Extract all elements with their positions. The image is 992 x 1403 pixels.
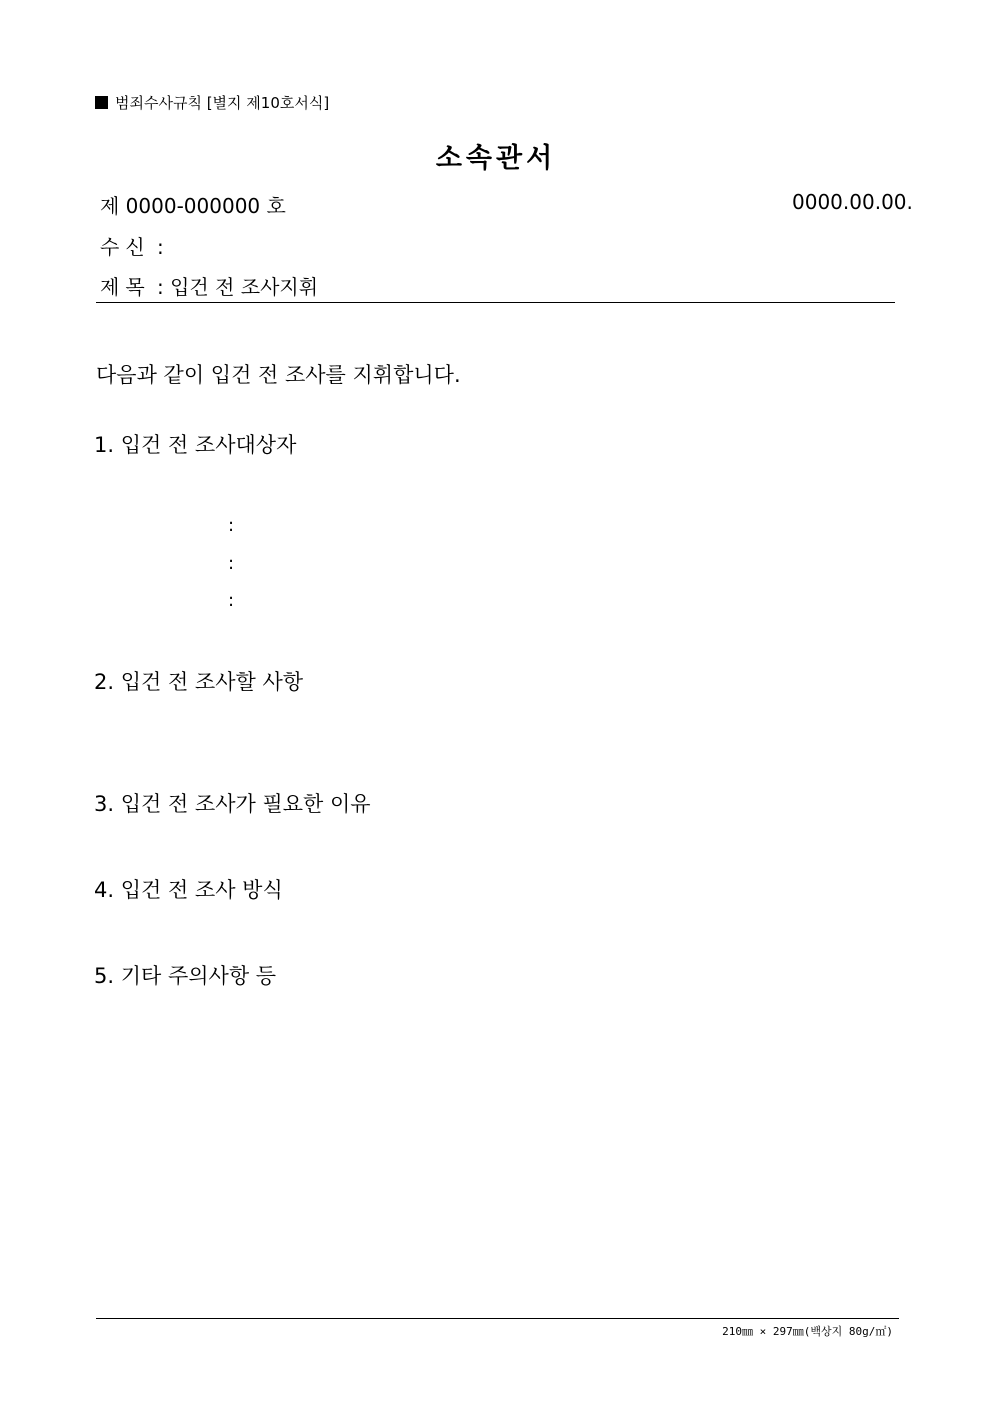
recipient-label: 수신 bbox=[100, 235, 151, 259]
recipient-line bbox=[100, 231, 164, 260]
paper-spec: 210㎜ × 297㎜(백상지 80g/㎡) bbox=[722, 1325, 893, 1338]
document-date: 0000.00.00. bbox=[792, 190, 913, 214]
section-3-heading: 3. 입건 전 조사가 필요한 이유 bbox=[94, 792, 371, 816]
section-5-heading: 5. 기타 주의사항 등 bbox=[94, 964, 277, 988]
document-title: 소속관서 bbox=[435, 143, 557, 174]
black-square-icon bbox=[95, 96, 108, 109]
recipient-value: : bbox=[157, 235, 164, 259]
subject-field-1: : bbox=[228, 515, 235, 536]
section-1-heading: 1. 입건 전 조사대상자 bbox=[94, 433, 297, 457]
subject-field-3: : bbox=[228, 590, 235, 611]
subject-field-2: : bbox=[228, 553, 235, 574]
footer-divider bbox=[96, 1318, 899, 1319]
subject-label: 제목 bbox=[100, 275, 151, 299]
form-reference bbox=[95, 92, 329, 113]
section-2-heading: 2. 입건 전 조사할 사항 bbox=[94, 670, 304, 694]
form-reference-text: 범죄수사규칙 [별지 제10호서식] bbox=[115, 94, 330, 112]
document-number: 제 0000-000000 호 bbox=[100, 194, 286, 218]
subject-value: : 입건 전 조사지휘 bbox=[157, 275, 319, 299]
section-4-heading: 4. 입건 전 조사 방식 bbox=[94, 878, 283, 902]
subject-line bbox=[100, 271, 318, 300]
intro-text: 다음과 같이 입건 전 조사를 지휘합니다. bbox=[96, 363, 461, 387]
header-divider bbox=[96, 302, 895, 303]
